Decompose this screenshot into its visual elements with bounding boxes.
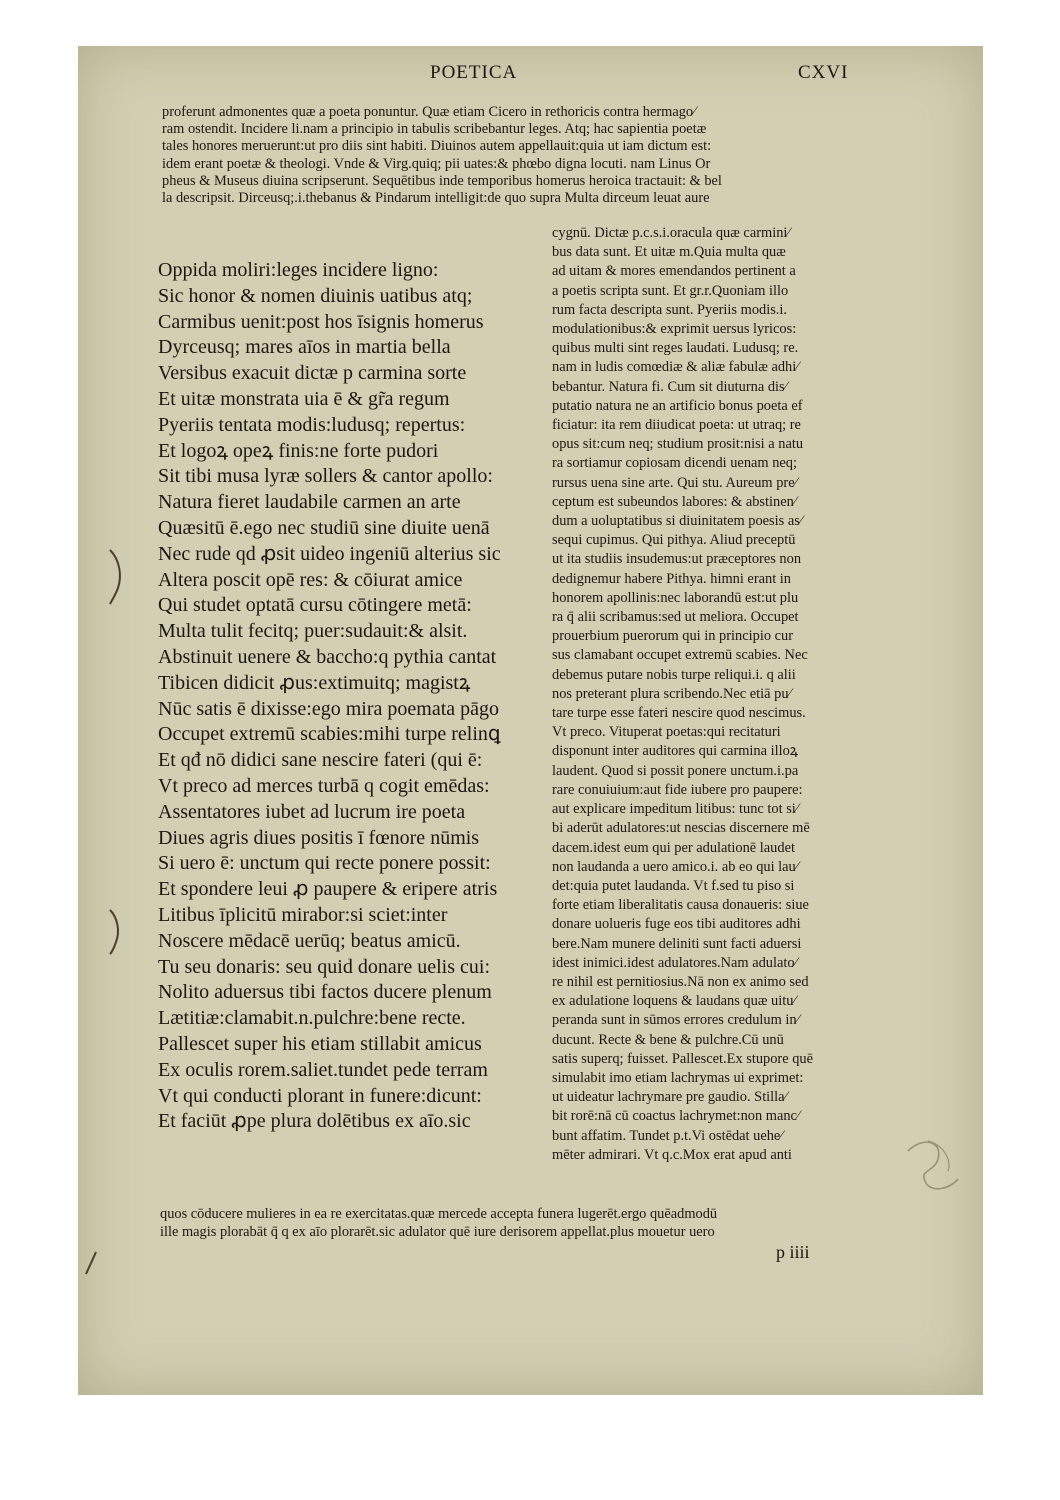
verse-line: Multa tulit fecitq; puer:sudauit:& alsit.	[158, 620, 468, 643]
gloss-line: modulationibus:& exprimit uersus lyricos:	[552, 321, 797, 338]
verse-line: Et uitæ monstrata uia ē & gr̃a regum	[158, 387, 450, 410]
book-page	[78, 46, 983, 1395]
commentary-line: proferunt admonentes quæ a poeta ponuntur. Quæ etiam Cicero in rethoricis contra hermago⁄	[162, 104, 696, 120]
gloss-line: aut explicare impeditum litibus: tunc tot si⁄	[552, 801, 799, 818]
gloss-line: non laudanda a uero amico.i. ab eo qui lau⁄	[552, 858, 799, 875]
verse-line: Altera poscit opē res: & cōiurat amice	[158, 568, 463, 591]
bottom-commentary	[160, 1206, 900, 1241]
gloss-line: rursus uena sine arte. Qui stu. Aureum pre⁄	[552, 474, 797, 491]
verse-line: Quæsitū ē.ego nec studiū sine diuite uenā	[158, 516, 490, 539]
verse-line: Tu seu donaris: seu quid donare uelis cui:	[158, 955, 491, 978]
gloss-line: putatio natura ne an artificio bonus poeta ef	[552, 397, 803, 414]
gloss-line: dedignemur habere Pithya. himni erant in	[552, 570, 791, 587]
gloss-line: bunt affatim. Tundet p.t.Vi ostēdat uehe⁄	[552, 1127, 783, 1144]
verse-line: Et logoꝝ opeꝝ finis:ne forte pudori	[158, 439, 439, 462]
bracket-mark-icon	[104, 546, 128, 606]
gloss-line: debemus putare nobis turpe reliqui.i. q alii	[552, 666, 796, 683]
verse-line: Natura fieret laudabile carmen an arte	[158, 491, 461, 514]
bracket-mark-icon	[104, 906, 128, 956]
verse-line: Pallescet super his etiam stillabit amicus	[158, 1032, 482, 1055]
verse-line: Sic honor & nomen diuinis uatibus atq;	[158, 284, 473, 307]
margin-scribble-icon	[82, 1246, 106, 1276]
gloss-line: disponunt inter auditores qui carmina illoꝝ	[552, 743, 799, 760]
gloss-line: bebantur. Natura fi. Cum sit diuturna dis⁄	[552, 378, 788, 395]
gloss-line: ra q̄ alii scribamus:sed ut meliora. Occupet	[552, 609, 799, 626]
folio-number: CXVI	[798, 62, 849, 83]
gloss-line: ut ita studiis insudemus:ut præceptores non	[552, 551, 802, 568]
gloss-line: Vt preco. Vituperat poetas:qui recitaturi	[552, 724, 781, 741]
verse-line: Noscere mēdacē uerūq; beatus amicū.	[158, 929, 461, 952]
gloss-line: dacem.idest eum qui per adulationē laudet	[552, 839, 795, 856]
gloss-line: laudent. Quod si possit ponere unctum.i.pa	[552, 762, 799, 779]
gloss-line: mēter admirari. Vt q.c.Mox erat apud anti	[552, 1146, 792, 1163]
gloss-line: sus clamabant occupet extremū scabies. Nec	[552, 647, 808, 664]
verse-line: Lætitiæ:clamabit.n.pulchre:bene recte.	[158, 1007, 466, 1030]
gloss-line: nam in ludis comœdiæ & aliæ fabulæ adhi⁄	[552, 359, 799, 376]
gloss-line: rum facta descripta sunt. Pyeriis modis.i.	[552, 301, 788, 318]
commentary-line: ille magis plorabāt q̄ q ex aīo plorarēt.sic adulator quē iure derisorem appellat.plus mouetur uero	[160, 1223, 715, 1240]
gloss-line: ad uitam & mores emendandos pertinent a	[552, 263, 796, 280]
gloss-line: donare uolueris fuge eos tibi auditores adhi	[552, 916, 801, 933]
verse-line: Carmibus uenit:post hos īsignis homerus	[158, 310, 484, 333]
gloss-line: re nihil est pernitiosius.Nā non ex animo sed	[552, 973, 809, 990]
gloss-line: bit rorē:nā cū coactus lachrymet:non manc⁄	[552, 1108, 800, 1125]
commentary-line: quos cōducere mulieres in ea re exercitatas.quæ mercede accepta funera lugerēt.ergo quēadmodū	[160, 1206, 718, 1222]
gloss-line: bus data sunt. Et uitæ m.Quia multa quæ	[552, 244, 786, 261]
verse-line: Vt qui conducti plorant in funere:dicunt:	[158, 1084, 482, 1107]
gloss-line: ducunt. Recte & bene & pulchre.Cū unū	[552, 1031, 784, 1048]
verse-line: Abstinuit uenere & baccho:q pythia cantat	[158, 645, 497, 668]
verse-line: Litibus īplicitū mirabor:si sciet:inter	[158, 903, 448, 926]
verse-line: Et faciūt ꝓpe plura dolētibus ex aīo.sic	[158, 1110, 471, 1133]
verse-line: Oppida moliri:leges incidere ligno:	[158, 259, 439, 281]
gloss-line: tare turpe esse fateri nescire quod nescimus.	[552, 705, 806, 722]
verse-line: Versibus exacuit dictæ p carmina sorte	[158, 362, 467, 385]
gloss-line: quibus multi sint reges laudati. Ludusq; re.	[552, 340, 799, 357]
verse-line: Nūc satis ē dixisse:ego mira poemata pāgo	[158, 697, 500, 720]
verse-line: Et qđ nō didici sane nescire fateri (qui ē:	[158, 749, 483, 772]
gloss-line: ex adulatione loquens & laudans quæ uitu⁄	[552, 993, 796, 1010]
verse-line: Diues agris diues positis ī fœnore nūmis	[158, 826, 480, 849]
gloss-line: satis superq; fuisset. Pallescet.Ex stupore quē	[552, 1050, 813, 1067]
gloss-line: dum a uoluptatibus si diuinitatem poesis as⁄	[552, 513, 803, 530]
commentary-line: la descripsit. Dirceusq;.i.thebanus & Pindarum intelligit:de quo supra Multa dirceum leuat aure	[162, 190, 710, 207]
gloss-line: opus sit:cum neq; studium prosit:nisi a natu	[552, 436, 804, 453]
commentary-line: idem erant poetæ & theologi. Vnde & Virg.quiq; pii uates:& phœbo digna locuti. nam Linus Or	[162, 155, 711, 172]
commentary-line: pheus & Museus diuina scripserunt. Sequētibus inde temporibus homerus heroica tractauit: & bel	[162, 172, 722, 189]
gloss-line: bere.Nam munere deliniti sunt facti aduersi	[552, 935, 802, 952]
signature-mark: p iiii	[776, 1242, 810, 1262]
gloss-line: ut uideatur lachrymare pre gaudio. Stilla⁄	[552, 1089, 787, 1106]
gloss-line: honorem apollinis:nec laborandū est:ut plu	[552, 589, 799, 606]
gloss-line: prouerbium puerorum qui in principio cur	[552, 628, 793, 645]
verse-line: Pyeriis tentata modis:ludusq; repertus:	[158, 413, 466, 436]
verse-line: Ex oculis rorem.saliet.tundet pede terram	[158, 1058, 488, 1081]
gloss-line: cygnū. Dictæ p.c.s.i.oracula quæ carmini⁄	[552, 225, 790, 241]
commentary-line: ram ostendit. Incidere li.nam a principio in tabulis scribebantur leges. Atq; hac sapientia poetæ	[162, 121, 707, 138]
gloss-line: simulabit imo etiam lachrymas ui exprimet:	[552, 1069, 804, 1086]
gloss-line: sequi cupimus. Qui pithya. Aliud preceptū	[552, 532, 796, 549]
verse-line: Tibicen didicit ꝓus:extimuitq; magistꝝ	[158, 671, 471, 694]
gloss-line: a poetis scripta sunt. Et gr.r.Quoniam illo	[552, 282, 789, 299]
verse-line: Nolito aduersus tibi factos ducere plenum	[158, 981, 492, 1004]
gloss-column	[552, 224, 892, 1165]
verse-line: Vt preco ad merces turbā q cogit emēdas:	[158, 774, 490, 797]
verse-line: Qui studet optatā cursu cōtingere metā:	[158, 594, 472, 617]
gloss-line: ra sortiamur copiosam dicendi uenam neq;	[552, 455, 797, 472]
commentary-line: tales honores meruerunt:ut pro diis sint habiti. Diuinos autem appellauit:quia ut iam dictum est:	[162, 138, 712, 155]
verse-line: Sit tibi musa lyræ sollers & cantor apollo:	[158, 465, 493, 488]
library-stamp-icon	[898, 1131, 968, 1201]
running-head	[78, 62, 983, 90]
verse-line: Et spondere leui ꝓ paupere & eripere atris	[158, 878, 498, 901]
verse-line: Dyrceusq; mares aīos in martia bella	[158, 336, 451, 359]
verse-line: Assentatores iubet ad lucrum ire poeta	[158, 800, 466, 823]
gloss-line: det:quia putet laudanda. Vt f.sed tu piso si	[552, 877, 795, 894]
gloss-line: peranda sunt in sūmos errores credulum in⁄	[552, 1012, 799, 1029]
verse-text	[158, 258, 558, 1135]
verse-line: Si uero ē: unctum qui recte ponere possit:	[158, 852, 491, 875]
gloss-line: nos preterant plura scribendo.Nec etiā pu⁄	[552, 685, 791, 702]
gloss-line: ficiatur: ita rem diiudicat poeta: ut utraq; re	[552, 417, 801, 434]
gloss-line: forte etiam liberalitatis causa donaueris: siue	[552, 897, 809, 914]
verse-line: Occupet extremū scabies:mihi turpe relinꝗ	[158, 723, 501, 746]
gloss-line: ceptum est subeundos labores: & abstinen⁄	[552, 493, 797, 510]
gloss-line: rare conuiuium:aut fide iubere pro paupere:	[552, 781, 803, 798]
top-commentary	[162, 104, 892, 207]
gloss-line: idest inimici.idest adulatores.Nam adulato⁄	[552, 954, 797, 971]
page-title: POETICA	[430, 62, 518, 83]
verse-line: Nec rude qd ꝓsit uideo ingeniū alterius sic	[158, 542, 501, 565]
gloss-line: bi aderūt adulatores:ut nescias discernere mē	[552, 820, 810, 837]
